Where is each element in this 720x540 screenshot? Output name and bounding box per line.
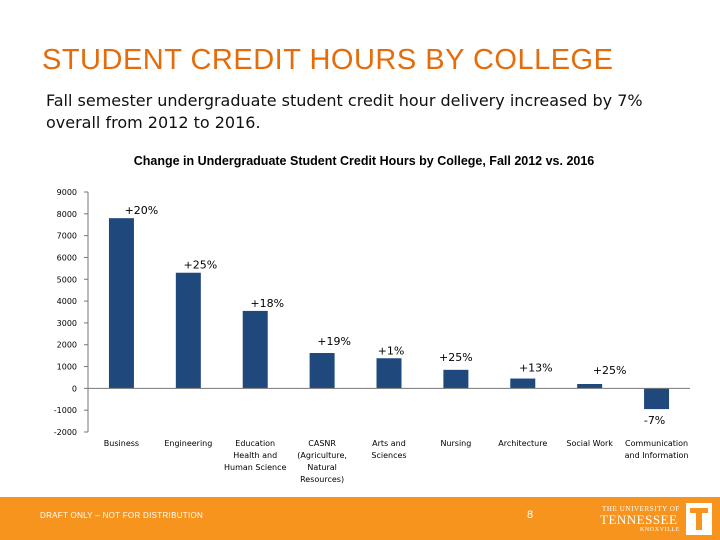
slide-subtitle: Fall semester undergraduate student credit hour delivery increased by 7% overall from 2012 to 2016. [46,91,643,132]
category-label: Communication and Information [624,439,689,460]
y-tick-label: 0 [71,384,77,394]
bar [109,218,134,388]
bar [176,273,201,389]
y-tick-label: 1000 [56,362,77,372]
category-label: Nursing [440,439,472,448]
logo-main-text: TENNESSEE [600,512,678,527]
footer-bar [0,497,720,540]
category-label: CASNR (Agriculture, Natural Resources) [297,439,347,484]
y-tick-label: 4000 [56,297,77,307]
bar [377,358,402,388]
bar [577,384,602,388]
page-number: 8 [527,509,534,521]
y-tick-label: 8000 [56,209,77,219]
bar-chart [0,150,720,495]
category-label: Architecture [498,439,548,448]
y-tick-label: 9000 [56,188,77,197]
bar [443,370,468,389]
university-logo [598,501,716,537]
data-label: +25% [592,364,627,377]
chart-title: Change in Undergraduate Student Credit Hours by College, Fall 2012 vs. 2016 [133,154,595,168]
y-tick-label: 2000 [56,340,77,350]
category-label: Engineering [164,439,213,448]
data-label: +18% [250,296,285,310]
y-tick-label: 3000 [56,318,77,328]
slide-title: STUDENT CREDIT HOURS BY COLLEGE [42,44,614,76]
y-tick-label: 5000 [56,275,77,285]
draft-notice: DRAFT ONLY – NOT FOR DISTRIBUTION [40,511,204,520]
y-tick-label: 6000 [56,253,77,263]
category-label: Business [103,439,140,448]
logo-top-text: THE UNIVERSITY OF [602,505,680,513]
data-label: +13% [518,361,553,375]
bar [243,311,268,388]
data-label: +1% [377,344,405,358]
category-label: Education Health and Human Science [224,439,287,472]
y-tick-label: 7000 [56,231,77,241]
bar [310,353,335,388]
y-tick-label: -1000 [53,406,77,416]
logo-bottom-text: KNOXVILLE [640,527,681,533]
y-tick-label: -2000 [53,428,77,437]
power-t-icon [686,503,712,535]
data-label: +25% [183,258,218,272]
category-label: Social Work [566,439,613,448]
bar [644,388,669,409]
data-label: +20% [124,204,159,218]
data-label: +25% [439,350,473,364]
category-label: Arts and Sciences [371,439,407,460]
bar [510,379,535,389]
data-label: -7% [643,414,666,428]
data-label: +19% [317,335,351,349]
